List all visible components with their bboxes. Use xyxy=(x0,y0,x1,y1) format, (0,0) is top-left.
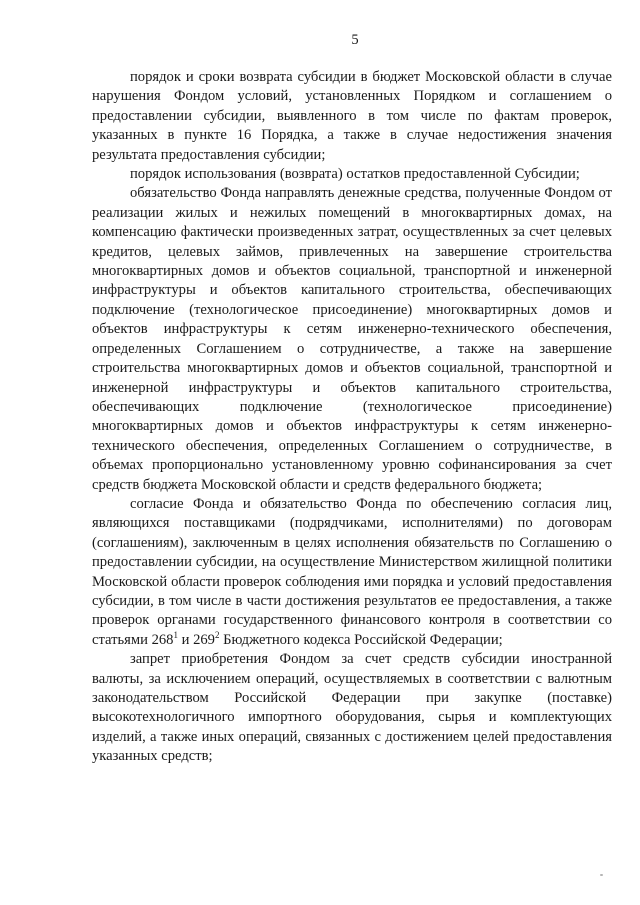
document-page xyxy=(92,30,612,767)
paragraph-currency-ban: запрет приобретения Фондом за счет средств субсидии иностранной валюты, за исключением операций, осуществляемых в соответствии с валютным законодательством Российской Федерации при закупке (поставке) высокотехнологичного импортного оборудования, сырья и комплектующих изделий, а также иных операций, связанных с достижением целей предоставления указанных средств; xyxy=(92,651,612,765)
paragraph-fund-obligation: обязательство Фонда направлять денежные средства, полученные Фондом от реализации жилых и нежилых помещений в многоквартирных домах, на компенсацию фактически произведенных затрат, осуществленных за счет целевых кредитов, целевых займов, привлеченных на завершение строительства многоквартирных домов и объектов социальной, транспортной и инженерной инфраструктуры и объектов капитального строительства, обеспечивающих подключение (технологическое присоединение) многоквартирных домов и объектов инфраструктуры к сетям инженерно-технического обеспечения, определенных Соглашением о сотрудничестве, а также на завершение строительства многоквартирных домов и объектов социальной, транспортной и инженерной инфраструктуры и объектов капитального строительства, обеспечивающих подключение (технологическое присоединение) многоквартирных домов и объектов инфраструктуры к сетям инженерно-технического обеспечения, определенных Соглашением о сотрудничестве, в объемах пропорционально установленному уровню софинансирования за счет средств бюджета Московской области и средств федерального бюджета; xyxy=(92,185,612,493)
consent-text-start: согласие Фонда и обязательство Фонда по обеспечению согласия лиц, являющихся поставщиками (подрядчиками, исполнителями) по договорам (соглашениям), заключенным в целях исполнения обязательств по Соглашению о предоставлении субсидии, на осуществление Министерством жилищной политики Московской области проверок соблюдения ими порядка и условий предоставления субсидии, в том числе в части достижения результатов ее предоставления, а также проверок органами государственного финансового контроля в соответствии со статьями 268 xyxy=(92,495,612,648)
paragraph-consent-inspections xyxy=(92,495,612,650)
scan-artifact xyxy=(600,874,603,876)
page-number: 5 xyxy=(351,32,359,48)
paragraph-remainder-usage: порядок использования (возврата) остатков предоставленной Субсидии; xyxy=(130,166,580,183)
article-269-superscript: 2 xyxy=(214,629,220,640)
paragraph-return-procedure: порядок и сроки возврата субсидии в бюджет Московской области в случае нарушения Фондом условий, установленных Порядком и соглашением о предоставлении субсидии, выявленного в том числе по фактам проверок, указанных в пункте 16 Порядка, а также в случае недостижения значения результата предоставления субсидии; xyxy=(92,69,612,163)
consent-text-end: Бюджетного кодекса Российской Федерации; xyxy=(219,631,503,648)
article-268-superscript: 1 xyxy=(173,629,178,640)
consent-text-middle: и 269 xyxy=(177,631,215,648)
